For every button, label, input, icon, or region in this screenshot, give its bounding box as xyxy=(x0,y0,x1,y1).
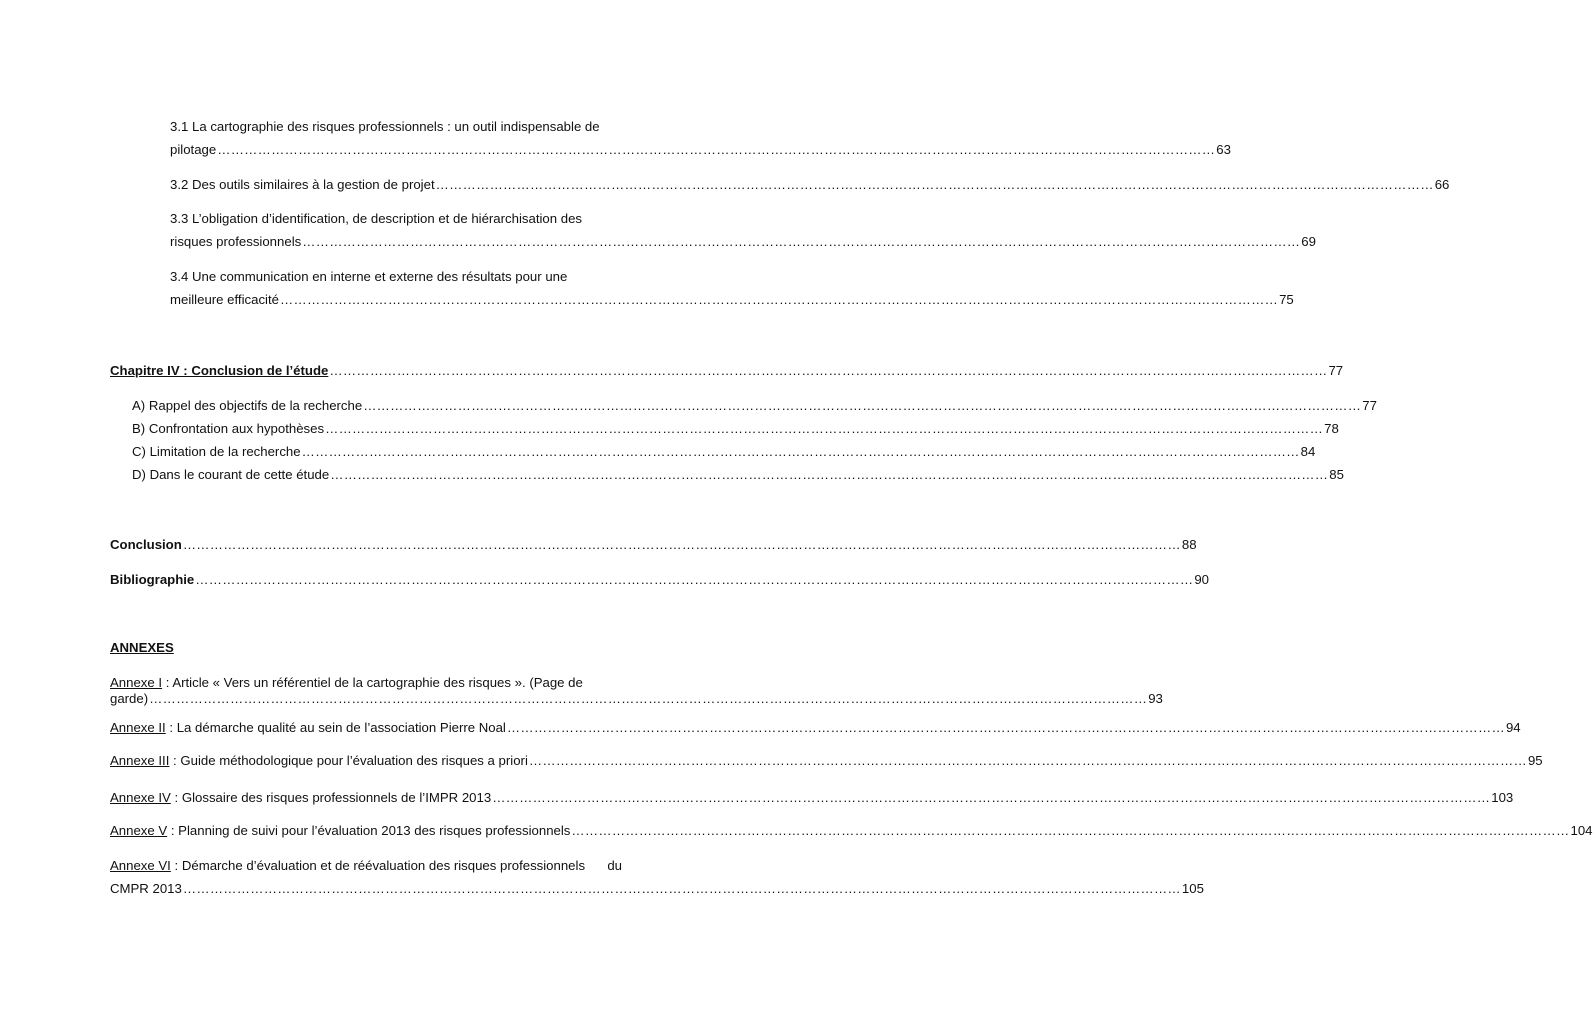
page-number: 104 xyxy=(1570,823,1593,838)
toc-conclusion xyxy=(110,536,1197,554)
page-number: 88 xyxy=(1181,537,1197,552)
annex-5 xyxy=(110,822,1593,840)
toc-entry-3-1-line2 xyxy=(170,141,1231,159)
toc-entry-text: A) Rappel des objectifs de la recherche xyxy=(132,398,363,413)
page-number: 103 xyxy=(1491,790,1514,805)
toc-entry-3-4-line2 xyxy=(170,291,1294,309)
leader-dots: …………………………………………………………………………………………………………………………………………………………………………………………………… xyxy=(182,537,1181,552)
annex-6-line2 xyxy=(110,880,1204,898)
toc-entry-text: Bibliographie xyxy=(110,572,195,587)
leader-dots: …………………………………………………………………………………………………………………………………………………………………………………………………… xyxy=(182,881,1181,896)
toc-entry-text: Conclusion xyxy=(110,537,182,552)
leader-dots: …………………………………………………………………………………………………………………………………………………………………………………………………… xyxy=(435,177,1434,192)
annex-label: Annexe I xyxy=(110,675,163,690)
leader-dots: …………………………………………………………………………………………………………………………………………………………………………………………………… xyxy=(528,753,1527,768)
toc-entry-text xyxy=(110,789,491,807)
annex-4 xyxy=(110,789,1514,807)
chapter-title: Chapitre IV : Conclusion de l’étude xyxy=(110,363,329,378)
page-number: 75 xyxy=(1279,292,1294,307)
toc-chapter-4-item-a xyxy=(132,397,1377,415)
leader-dots: …………………………………………………………………………………………………………………………………………………………………………………………………… xyxy=(363,398,1362,413)
annex-text: : Planning de suivi pour l’évaluation 2013 des risques professionnels xyxy=(167,823,571,838)
annex-text: : Article « Vers un référentiel de la cartographie des risques ». (Page de xyxy=(162,675,583,690)
toc-entry-text: CMPR 2013 xyxy=(110,881,182,896)
toc-entry-text: garde) xyxy=(110,691,149,706)
annex-6-line1 xyxy=(110,857,622,875)
page-number: 66 xyxy=(1434,177,1450,192)
leader-dots: …………………………………………………………………………………………………………………………………………………………………………………………………… xyxy=(195,572,1194,587)
toc-entry-text: pilotage xyxy=(170,142,217,157)
leader-dots: …………………………………………………………………………………………………………………………………………………………………………………………………… xyxy=(330,467,1329,482)
annex-1-line2 xyxy=(110,690,1163,708)
leader-dots: …………………………………………………………………………………………………………………………………………………………………………………………………… xyxy=(325,421,1324,436)
annexes-heading: ANNEXES xyxy=(110,640,174,655)
annex-text-end: du xyxy=(607,858,622,873)
toc-bibliography xyxy=(110,571,1210,589)
page-number: 77 xyxy=(1362,398,1377,413)
leader-dots: …………………………………………………………………………………………………………………………………………………………………………………………………… xyxy=(506,720,1505,735)
toc-entry-text xyxy=(110,822,570,840)
annex-text: : Démarche d’évaluation et de réévaluation des risques professionnels xyxy=(170,858,586,873)
page-number: 85 xyxy=(1329,467,1344,482)
toc-entry-3-4-line1: 3.4 Une communication en interne et externe des résultats pour une xyxy=(170,269,568,284)
leader-dots: …………………………………………………………………………………………………………………………………………………………………………………………………… xyxy=(329,363,1328,378)
annex-label: Annexe VI xyxy=(110,858,171,873)
page-number: 93 xyxy=(1148,691,1163,706)
annex-label: Annexe III xyxy=(110,753,170,768)
toc-entry-text: meilleure efficacité xyxy=(170,292,279,307)
annex-2 xyxy=(110,719,1521,737)
page-number: 94 xyxy=(1505,720,1521,735)
page-number: 78 xyxy=(1324,421,1339,436)
toc-entry-text: risques professionnels xyxy=(170,234,302,249)
toc-entry-3-3-line2 xyxy=(170,233,1316,251)
toc-entry-text: 3.2 Des outils similaires à la gestion de projet xyxy=(170,177,435,192)
toc-entry-3-1-line1: 3.1 La cartographie des risques professionnels : un outil indispensable de xyxy=(170,119,600,134)
toc-entry-text: B) Confrontation aux hypothèses xyxy=(132,421,325,436)
annex-label: Annexe II xyxy=(110,720,166,735)
toc-chapter-4 xyxy=(110,362,1344,380)
toc-entry-text xyxy=(110,857,585,875)
toc-entry-text xyxy=(110,719,506,737)
annex-text: : Guide méthodologique pour l’évaluation des risques a priori xyxy=(169,753,528,768)
leader-dots: …………………………………………………………………………………………………………………………………………………………………………………………………… xyxy=(217,142,1216,157)
page-number: 105 xyxy=(1181,881,1204,896)
annex-text: : Glossaire des risques professionnels de l’IMPR 2013 xyxy=(170,790,492,805)
toc-entry-text xyxy=(110,752,528,770)
leader-dots: …………………………………………………………………………………………………………………………………………………………………………………………………… xyxy=(302,234,1301,249)
page-number: 69 xyxy=(1301,234,1316,249)
page-number: 84 xyxy=(1300,444,1316,459)
toc-chapter-4-item-d xyxy=(132,466,1344,484)
leader-dots: …………………………………………………………………………………………………………………………………………………………………………………………………… xyxy=(149,691,1148,706)
leader-dots: …………………………………………………………………………………………………………………………………………………………………………………………………… xyxy=(492,790,1491,805)
toc-chapter-4-item-b xyxy=(132,420,1339,438)
toc-entry-text: D) Dans le courant de cette étude xyxy=(132,467,330,482)
annex-label: Annexe IV xyxy=(110,790,171,805)
toc-entry-3-2 xyxy=(170,176,1450,194)
leader-dots: …………………………………………………………………………………………………………………………………………………………………………………………………… xyxy=(279,292,1279,307)
page-number: 63 xyxy=(1216,142,1231,157)
page-number: 95 xyxy=(1527,753,1543,768)
page-number: 90 xyxy=(1194,572,1210,587)
annex-3 xyxy=(110,752,1543,770)
leader-dots: …………………………………………………………………………………………………………………………………………………………………………………………………… xyxy=(571,823,1570,838)
page-number: 77 xyxy=(1328,363,1344,378)
toc-entry-text: C) Limitation de la recherche xyxy=(132,444,301,459)
toc-entry-3-3-line1: 3.3 L’obligation d’identification, de description et de hiérarchisation des xyxy=(170,211,583,226)
annex-label: Annexe V xyxy=(110,823,168,838)
leader-dots: …………………………………………………………………………………………………………………………………………………………………………………………………… xyxy=(301,444,1300,459)
toc-chapter-4-item-c xyxy=(132,443,1316,461)
annex-text: : La démarche qualité au sein de l’association Pierre Noal xyxy=(165,720,506,735)
